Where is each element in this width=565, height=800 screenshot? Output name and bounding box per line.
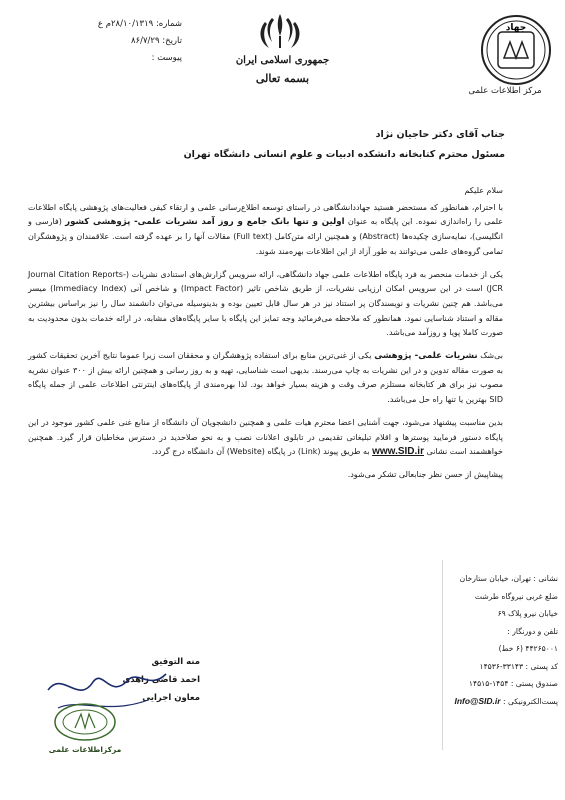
sid-link[interactable]: www.SID.ir bbox=[372, 446, 424, 458]
po-box: صندوق پستی : ۱۴۵۴-۱۴۵۱۵ bbox=[468, 679, 558, 688]
date-label: تاریخ: bbox=[162, 36, 182, 46]
email-link[interactable]: Info@SID.ir bbox=[454, 695, 501, 706]
address-line-3: خیابان نیرو پلاک ۶۹ bbox=[497, 609, 558, 618]
column-divider bbox=[442, 560, 443, 750]
addressee bbox=[60, 125, 505, 165]
p3-bold: نشریات علمی- پژوهشی bbox=[374, 351, 478, 362]
letter-meta bbox=[70, 16, 182, 67]
p4-text-b: به طریق پیوند (Link) در پایگاه (Website) آن دانشگاه درج گردد. bbox=[151, 447, 370, 457]
closing-phrase: منه التوفیق bbox=[151, 657, 200, 667]
postal-code: کد پستی : ۳۳۱۴۳-۱۴۵۳۶ bbox=[479, 661, 558, 671]
jihad-logo-text: جهاد bbox=[505, 23, 527, 33]
paragraph-3 bbox=[28, 349, 503, 408]
p1-text-b: (فارسی و انگلیسی)، نمایه‌سازی چکیده‌ها (Abstract) و همچنین ارائه متن‌کامل (Full text) مقالات آنها را بر عهده گرفته است. علاقمندان و پژوهشگران تمامی گروه‌های علمی می‌توانند به طور آزاد از این اطلاعات بهره‌مند شوند. bbox=[28, 217, 504, 256]
letter-attachment: پیوست : bbox=[151, 53, 182, 63]
contact-info bbox=[448, 570, 558, 710]
phone-value: ۴۴۲۶۵۰۰۱ (۶ خط) bbox=[498, 644, 558, 653]
p1-bold: اولین و تنها بانک جامع و روز آمد نشریات علمی- پژوهشی کشور bbox=[65, 217, 345, 228]
signer-name: احمد قاضی زاهدی bbox=[122, 675, 200, 685]
letter-body bbox=[28, 184, 503, 491]
p1-text-a: با احترام، همانطور که مستحضر هستید جهاددانشگاهی در راستای توسعه اطلاع‌رسانی علمی و ارتقاء کیفی فعالیت‌های پژوهشی پایگاه اطلاعات علمی را راه‌اندازی نموده. این پایگاه به عنوان bbox=[28, 202, 504, 227]
address-line-1: نشانی : تهران، خیابان ستارخان bbox=[459, 574, 558, 583]
date-value: ۸۶/۷/۲۹ bbox=[130, 36, 160, 46]
addressee-name: جناب آقای دکتر حاجیان نژاد bbox=[375, 129, 505, 140]
email-label: پست‌الکترونیکی : bbox=[502, 696, 558, 706]
logo-caption: مرکز اطلاعات علمی bbox=[468, 86, 542, 96]
greeting: سلام علیکم bbox=[464, 186, 503, 195]
stamp-icon bbox=[50, 700, 120, 745]
address-line-2: ضلع غربی نیروگاه طرشت bbox=[474, 591, 558, 601]
paragraph-1 bbox=[28, 201, 503, 260]
letter-date bbox=[70, 33, 182, 50]
phone-label: تلفن و دورنگار : bbox=[507, 626, 558, 636]
email-line bbox=[448, 693, 558, 711]
number-label: شماره: bbox=[155, 19, 182, 29]
p4-text-a: بدین مناسبت پیشنهاد می‌شود، جهت آشنایی اعضا محترم هیات علمی و همچنین دانشجویان آن دانشگاه از منابع غنی علمی کشور موجود در این پایگاه دستور فرمایید پوسترها و اقلام تبلیغاتی تقدیمی در تابلوی اعلانات نصب و به نحو صلاحدید در دسترس مخاطبان قرار گیرد. همچنین خواهشمند است نشانی bbox=[28, 417, 503, 457]
paragraph-4 bbox=[28, 416, 503, 460]
republic-title: جمهوری اسلامی ایران bbox=[235, 55, 330, 66]
addressee-title: مسئول محترم کتابخانه دانشکده ادبیات و علوم انسانی دانشگاه تهران bbox=[183, 149, 505, 160]
stamp-text: مرکزاطلاعات علمی bbox=[48, 745, 122, 754]
paragraph-2: یکی از خدمات منحصر به فرد پایگاه اطلاعات علمی جهاد دانشگاهی، ارائه سرویس گزارش‌های استنادی نشریات (Journal Citation Reports- JCR) است در این سرویس امکان ارزیابی نشریات، از طریق شاخص تاثیر (Impact Factor) و شاخص آنی (Immediacy Index) میسر می‌باشد. هم چنین نشریات و نویسندگان پر استناد نیز در هر سال قابل تعیین بوده و بدینوسیله می‌توان دانشمند سال را نیز براساس بیشترین مقاله و استناد شناسایی نمود. همانطور که ملاحظه می‌فرمائید وجه تمایز این پایگاه با سایر پایگاه‌های مشابه، در ارائه خدمات بدون محدودیت به صورت کاملا پویا و روزآمد می‌باشد. bbox=[28, 269, 504, 338]
bismillah: بسمه تعالی bbox=[255, 72, 310, 85]
jihad-logo-icon bbox=[480, 14, 552, 86]
p3-text-b: یکی از غنی‌ترین منابع برای استفاده پژوهشگران و محققان است زیرا عموما نتایج آخرین تحقیقات کشور به صورت مقاله تدوین و در این نشریات به چاپ می‌رسند. بدیهی است شناسایی، تهیه و به روز رسانی و همچنین ارائه بیش از ۳۰۰ عنوان نشریه مصوب نیز برای هر کتابخانه مستلزم صرف وقت و هزینه بسیار خواهد بود. لذا بهره‌مندی از پایگاه‌های اینترنتی اطلاعات علمی از جمله پایگاه SID بهترین یا تنها راه حل می‌باشد. bbox=[28, 351, 504, 405]
header-center bbox=[225, 55, 340, 85]
signer-title: معاون اجرایی bbox=[142, 693, 200, 703]
letter-number bbox=[70, 16, 182, 33]
paragraph-5: پیشاپیش از حسن نظر جنابعالی تشکر می‌شود. bbox=[347, 469, 503, 479]
p3-text-a: بی‌شک bbox=[480, 351, 504, 361]
number-value: ۲۸/۱۰/۱۳۱۹م ع bbox=[97, 19, 154, 29]
iran-emblem-icon bbox=[255, 10, 305, 52]
